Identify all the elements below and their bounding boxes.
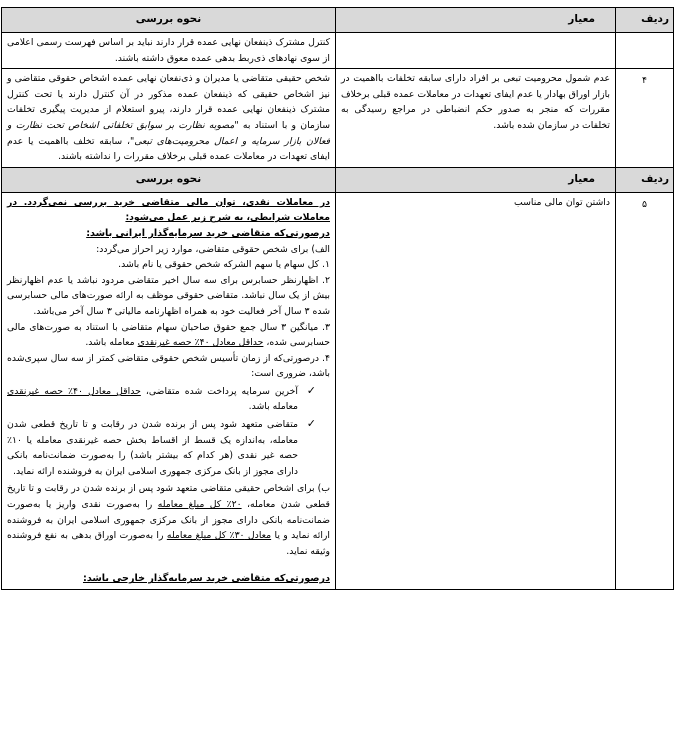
check-item-1: ✓ آخرین سرمایه پرداخت شده متقاضی، حداقل معادل ۴۰٪ حصه غیرنقدی معامله باشد.	[7, 383, 316, 413]
criterion-cell	[336, 69, 616, 168]
item-a2: ۲. اظهارنظر حسابرس برای سه سال اخیر متقاضی مردود نباشد یا عدم اظهارنظر بیش از یک سال نباشد. متقاضی حقوقی موظف به ارائه صورت‌های مالی حسابرسی شده ۳ سال آخر فعالیت خود به همراه اظهارنامه مالیاتی ۳ سال آخر می‌باشد.	[7, 274, 330, 317]
item-a1: ۱. کل سهام یا سهم الشرکه شخص حقوقی یا نام باشد.	[118, 259, 330, 271]
table-row-4	[2, 69, 674, 168]
header-radif: ردیف	[616, 167, 674, 192]
regulation-reference: "مصوبه نظارت بر سوابق تخلفاتی اشخاص تحت نظارت و فعالان بازار سرمایه و اعمال محرومیت‌های تبعی"	[7, 119, 330, 147]
foreign-investor-heading: درصورتی‌که متقاضی خرید سرمایه‌گذار خارجی باشد:	[82, 573, 330, 585]
review-text: شخص حقیقی متقاضی یا مدیران و ذی‌نفعان نهایی عمده اشخاص حقوقی متقاضی و نیز اشخاص حقیقی که ذینفعان عمده مذکور در آن کنترل دارند یا تحت کنترل مشترک ذینفعان نهایی عمده قرار دارند، پیرو استعلام از مدیریت پیگیری تخلفات سازمان و با استناد به "مصوبه نظارت بر سوابق تخلفاتی اشخاص تحت نظارت و فعالان بازار سرمایه و اعمال محرومیت‌های تبعی"، سابقه تخلف بااهمیت یا عدم ایفای تعهدات در معاملات عمده قبلی برخلاف مقررات را نداشته باشند.	[7, 73, 330, 163]
row-number: ۵	[616, 192, 674, 589]
item-a3: ۳. میانگین ۳ سال جمع حقوق صاحبان سهام متقاضی با استناد به صورت‌های مالی حسابرسی شده، حداقل معادل ۴۰٪ حصه غیرنقدی معامله باشد.	[7, 321, 331, 349]
criterion-text: عدم شمول محرومیت تبعی بر افراد دارای سابقه تخلفات بااهمیت در بازار اوراق بهادار یا عدم ایفای تعهدات در معاملات عمده قبلی برخلاف مقررات که منجر به صدور حکم انضباطی در مراجع رسیدگی به تخلفات در سازمان شده باشد.	[341, 73, 610, 131]
item-b: ب) برای اشخاص حقیقی متقاضی متعهد شود پس از برنده شدن در رقابت و تا تاریخ قطعی شدن معامله، ۲۰٪ کل مبلغ معامله را به‌صورت نقدی واریز یا به‌صورت ضمانت‌نامه بانکی دارای مجوز از بانک مرکزی جمهوری اسلامی ایران به فروشنده ارائه نماید و یا معادل ۳۰٪ کل مبلغ معامله را به‌صورت اوراق بدهی به نفع فروشنده وثیقه نماید.	[7, 483, 330, 557]
criteria-table	[1, 7, 674, 590]
row-number-cell	[616, 33, 674, 69]
header-meyar: معیار	[336, 8, 616, 33]
intro-text: در معاملات نقدی، توان مالی متقاضی خرید بررسی نمی‌گردد. در معاملات شرایطی، به شرح زیر عمل می‌شود:	[7, 196, 330, 224]
table-row-continued	[2, 33, 674, 69]
criterion-cell	[336, 33, 616, 69]
header-radif: ردیف	[616, 8, 674, 33]
header-nahve: نحوه بررسی	[2, 8, 336, 33]
review-cell	[2, 33, 336, 69]
check-item-2: ✓ متقاضی متعهد شود پس از برنده شدن در رقابت و تا تاریخ قطعی شدن معامله، به‌اندازه یک قسط از اقساط بخش حصه غیرنقدی معامله یا ۱۰٪ حصه غیر نقدی (هر کدام که بیشتر باشد) را به‌صورت ضمانت‌نامه بانکی دارای مجوز از بانک مرکزی جمهوری اسلامی ایران به فروشنده ارائه نماید.	[7, 417, 316, 477]
header-meyar: معیار	[336, 167, 616, 192]
review-cell	[2, 69, 336, 168]
check-mark-icon: ✓	[306, 383, 316, 397]
check-mark-icon: ✓	[306, 417, 316, 431]
criterion-text: داشتن توان مالی مناسب	[514, 196, 610, 208]
header-nahve: نحوه بررسی	[2, 167, 336, 192]
row-number: ۴	[616, 69, 674, 168]
criterion-cell	[336, 192, 616, 589]
item-a4: ۴. درصورتی‌که از زمان تأسیس شخص حقوقی متقاضی کمتر از سه سال سپری‌شده باشد، ضروری است:	[7, 352, 330, 380]
table-header-row	[2, 167, 674, 192]
table-header-row	[2, 8, 674, 33]
item-a-intro: الف) برای شخص حقوقی متقاضی، موارد زیر احراز می‌گردد:	[96, 243, 330, 255]
iranian-investor-heading: درصورتی‌که متقاضی خرید سرمایه‌گذار ایرانی باشد:	[86, 227, 330, 239]
review-text: کنترل مشترک ذینفعان نهایی عمده قرار دارند نباید بر اساس فهرست رسمی اعلامی از سوی نهادهای ذی‌ربط بدهی عمده معوق داشته باشند.	[7, 37, 330, 64]
table-row-5	[2, 192, 674, 589]
review-cell	[2, 192, 336, 589]
